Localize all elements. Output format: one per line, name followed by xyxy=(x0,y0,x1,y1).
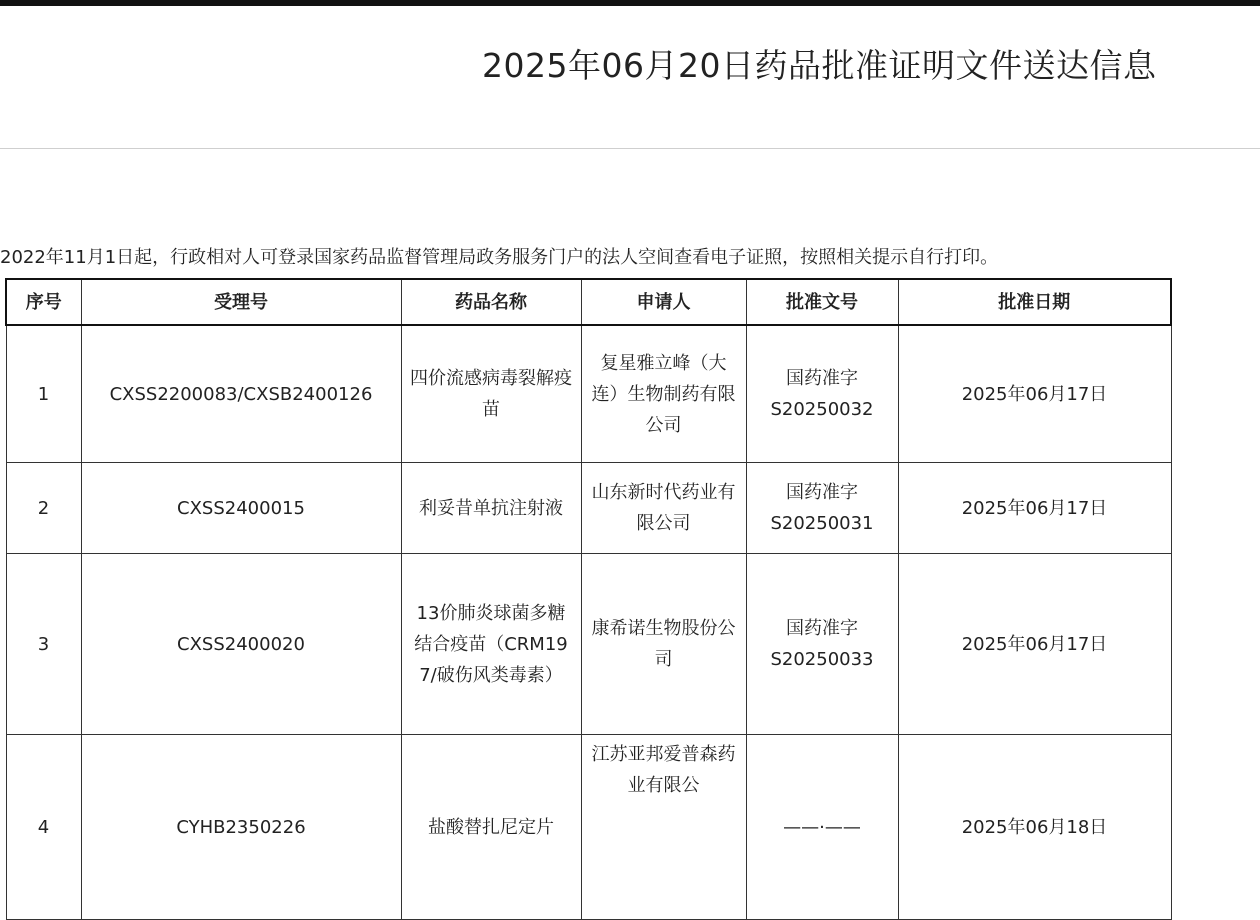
title-divider xyxy=(0,148,1260,149)
cell-seq: 1 xyxy=(6,325,81,463)
drug-name-text: 利妥昔单抗注射液 xyxy=(419,497,563,519)
table-row xyxy=(6,325,1171,463)
cell-approval-date: 2025年06月17日 xyxy=(898,463,1171,554)
cell-applicant xyxy=(581,325,746,463)
cell-approval-no xyxy=(746,554,898,735)
header-applicant: 申请人 xyxy=(581,279,746,325)
cell-approval-date: 2025年06月17日 xyxy=(898,325,1171,463)
table-header-row xyxy=(6,279,1171,325)
cell-accept-no: CXSS2200083/CXSB2400126 xyxy=(81,325,401,463)
approval-no-line2: S20250031 xyxy=(770,513,874,534)
header-accept-no: 受理号 xyxy=(81,279,401,325)
cell-applicant xyxy=(581,735,746,920)
drug-name-text: 四价流感病毒裂解疫苗 xyxy=(410,368,572,420)
cell-applicant xyxy=(581,554,746,735)
table-row xyxy=(6,463,1171,554)
drug-name-text: 盐酸替扎尼定片 xyxy=(428,816,554,838)
approval-no-line2: S20250033 xyxy=(770,649,874,670)
approval-table-container xyxy=(5,278,1170,920)
notice-text: 2022年11月1日起，行政相对人可登录国家药品监督管理局政务服务门户的法人空间查看电子证照，按照相关提示自行打印。 xyxy=(0,247,999,268)
cell-approval-no xyxy=(746,463,898,554)
approval-no-line1: 国药准字 xyxy=(786,618,858,639)
approval-no-line1: ——·—— xyxy=(783,816,861,838)
approval-no-line2: S20250032 xyxy=(770,399,874,420)
approval-no-line1: 国药准字 xyxy=(786,368,858,389)
header-approval-no: 批准文号 xyxy=(746,279,898,325)
cell-approval-no xyxy=(746,325,898,463)
cell-seq: 3 xyxy=(6,554,81,735)
table-row xyxy=(6,554,1171,735)
cell-applicant xyxy=(581,463,746,554)
applicant-text: 复星雅立峰（大连）生物制药有限公司 xyxy=(591,352,736,436)
header-seq: 序号 xyxy=(6,279,81,325)
cell-seq: 4 xyxy=(6,735,81,920)
cell-drug-name xyxy=(401,554,581,735)
cell-approval-date: 2025年06月18日 xyxy=(898,735,1171,920)
cell-accept-no: CYHB2350226 xyxy=(81,735,401,920)
applicant-text: 江苏亚邦爱普森药业有限公 xyxy=(591,744,736,796)
approval-table xyxy=(5,278,1172,920)
header-approval-date: 批准日期 xyxy=(898,279,1171,325)
table-row xyxy=(6,735,1171,920)
approval-no-line1: 国药准字 xyxy=(786,482,858,503)
header-drug-name: 药品名称 xyxy=(401,279,581,325)
cell-accept-no: CXSS2400020 xyxy=(81,554,401,735)
page-title: 2025年06月20日药品批准证明文件送达信息 xyxy=(482,46,1157,85)
drug-name-text: 13价肺炎球菌多糖结合疫苗（CRM197/破伤风类毒素） xyxy=(414,602,568,686)
cell-seq: 2 xyxy=(6,463,81,554)
cell-approval-no xyxy=(746,735,898,920)
applicant-text: 山东新时代药业有限公司 xyxy=(591,482,736,534)
cell-accept-no: CXSS2400015 xyxy=(81,463,401,554)
cell-drug-name xyxy=(401,735,581,920)
cell-drug-name xyxy=(401,463,581,554)
top-bar xyxy=(0,0,1260,6)
cell-approval-date: 2025年06月17日 xyxy=(898,554,1171,735)
applicant-text: 康希诺生物股份公司 xyxy=(591,618,736,670)
cell-drug-name xyxy=(401,325,581,463)
